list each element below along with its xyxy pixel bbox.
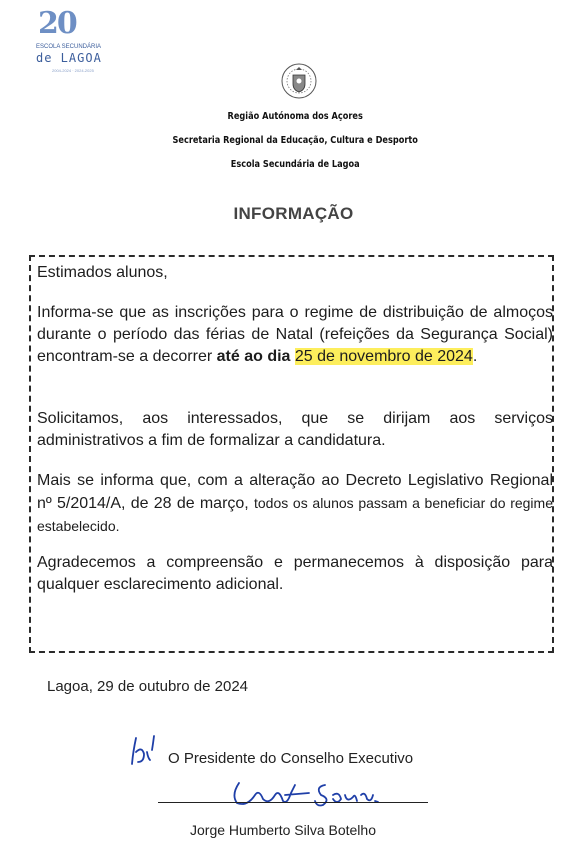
logo-dates: 2004-2024 · 2024-2025 [52, 68, 94, 73]
deadline-highlight: 25 de novembro de 2024 [294, 348, 473, 365]
header-secretariat: Secretaria Regional da Educação, Cultura e Desporto [172, 135, 418, 146]
registration-until: até ao dia [216, 348, 295, 365]
header-school: Escola Secundária de Lagoa [230, 159, 360, 170]
school-logo [30, 6, 120, 73]
signatory-role: O Presidente do Conselho Executivo [168, 750, 414, 767]
paragraph-registration [37, 302, 553, 368]
handwritten-signature [225, 775, 385, 811]
azores-coat-of-arms-icon [280, 62, 318, 100]
decree-text: Mais se informa que, com a alteração ao Decreto Legislativo Regional nº 5/2014/A, de 28 de março, [37, 472, 553, 512]
logo-anniversary-number: 20 [38, 6, 76, 41]
greeting: Estimados alunos, [37, 264, 168, 281]
logo-lagoa-label: de LAGOA [36, 51, 102, 65]
registration-period: . [472, 348, 478, 365]
paragraph-thanks: Agradecemos a compreensão e permanecemos à disposição para qualquer esclarecimento adicional. [37, 554, 553, 593]
signature-line [158, 802, 428, 803]
document-date: Lagoa, 29 de outubro de 2024 [47, 678, 249, 695]
handwritten-initials [130, 732, 160, 768]
decree-benefit: todos os alunos passam a beneficiar do regime estabelecido. [37, 495, 553, 534]
paragraph-decree [37, 470, 553, 538]
signatory-name: Jorge Humberto Silva Botelho [190, 822, 376, 838]
paragraph-request: Solicitamos, aos interessados, que se dirijam aos serviços administrativos a fim de formalizar a candidatura. [37, 410, 553, 449]
registration-text: Informa-se que as inscrições para o regime de distribuição de almoços durante o período das férias de Natal (refeições da Segurança Social) encontram-se a decorrer [37, 304, 553, 365]
logo-school-label: ESCOLA SECUNDÁRIA [36, 44, 102, 50]
header-region: Região Autónoma dos Açores [227, 111, 363, 122]
document-title: INFORMAÇÃO [233, 204, 354, 223]
